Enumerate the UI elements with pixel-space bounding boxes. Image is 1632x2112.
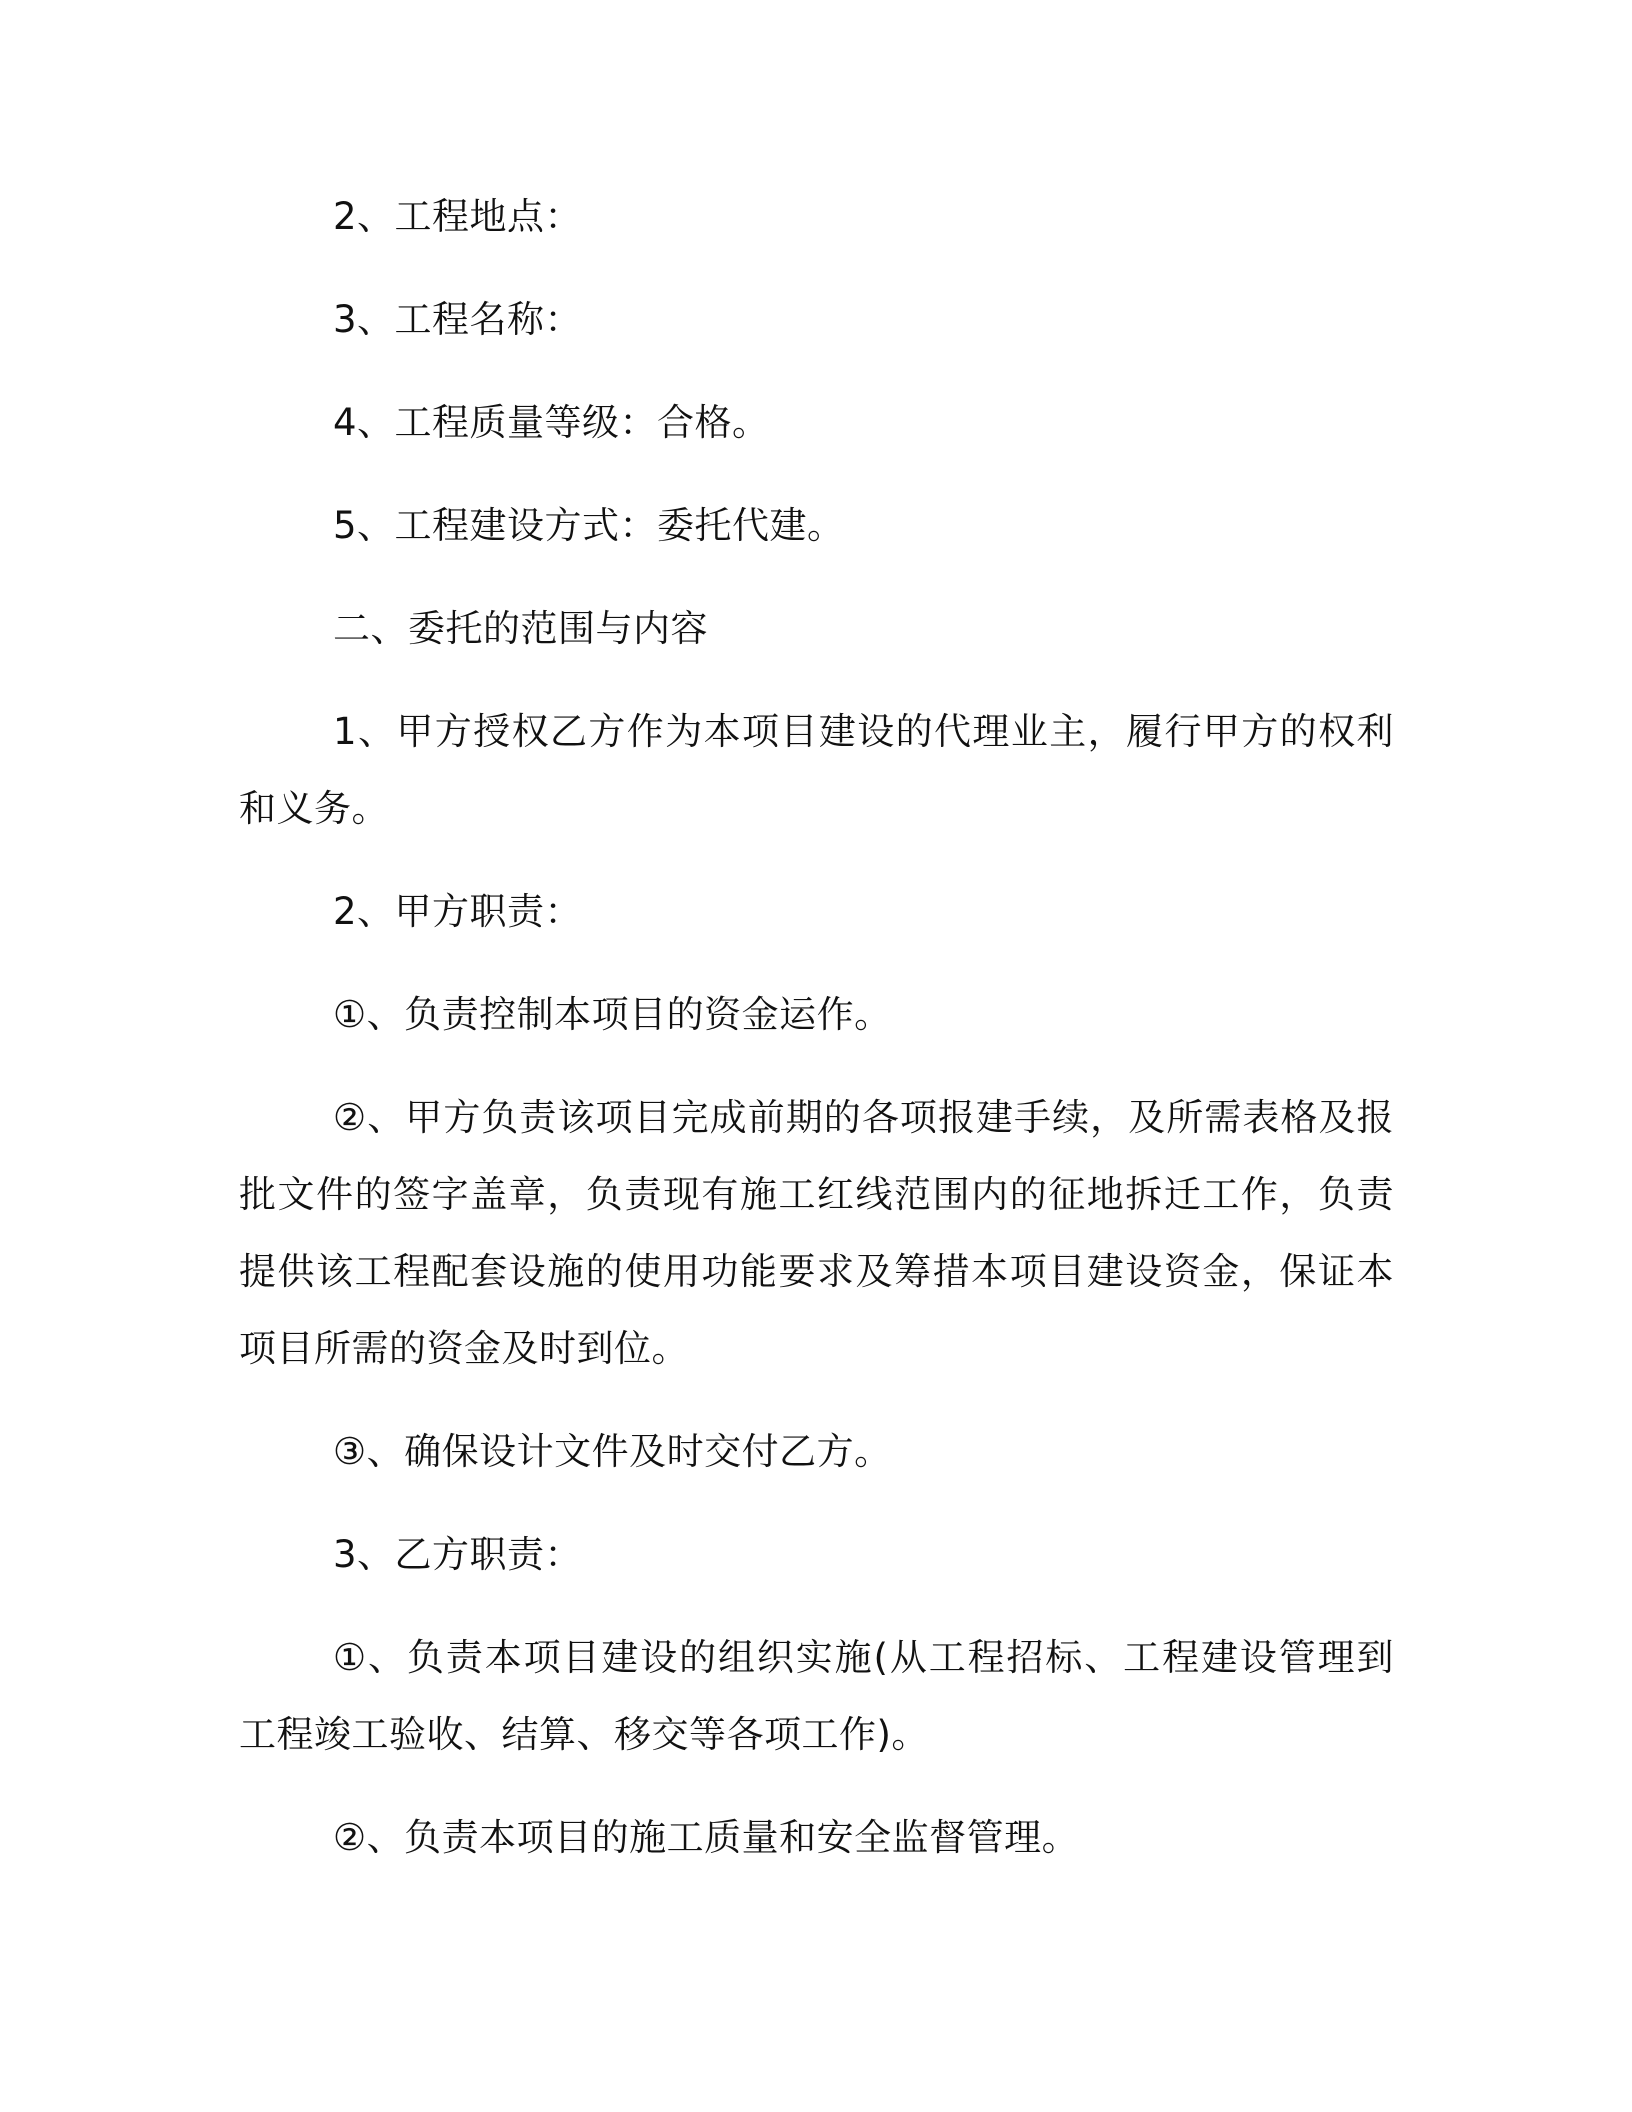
paragraph-authorization: 1、甲方授权乙方作为本项目建设的代理业主，履行甲方的权利和义务。: [239, 710, 1394, 830]
paragraph-party-a-duty-1: ①、负责控制本项目的资金运作。: [333, 993, 892, 1036]
document-body: [239, 178, 1394, 1902]
paragraph-project-name: 3、工程名称：: [333, 298, 583, 341]
paragraph-party-a-duty-2: ②、甲方负责该项目完成前期的各项报建手续，及所需表格及报批文件的签字盖章，负责现有施工红线范围内的征地拆迁工作，负责提供该工程配套设施的使用功能要求及筹措本项目建设资金，保证本项目所需的资金及时到位。: [239, 1096, 1394, 1370]
paragraph-party-b-duty-2: ②、负责本项目的施工质量和安全监督管理。: [333, 1816, 1080, 1859]
paragraph-construction-method: 5、工程建设方式：委托代建。: [333, 504, 845, 547]
paragraph-party-b-duty-1: ①、负责本项目建设的组织实施(从工程招标、工程建设管理到工程竣工验收、结算、移交等各项工作)。: [239, 1636, 1394, 1756]
paragraph-party-a-duties-heading: 2、甲方职责：: [333, 890, 583, 933]
paragraph-project-location: 2、工程地点：: [333, 195, 583, 238]
section-heading-scope: 二、委托的范围与内容: [333, 607, 708, 650]
paragraph-party-a-duty-3: ③、确保设计文件及时交付乙方。: [333, 1430, 892, 1473]
paragraph-party-b-duties-heading: 3、乙方职责：: [333, 1533, 583, 1576]
paragraph-quality-grade: 4、工程质量等级：合格。: [333, 401, 770, 444]
